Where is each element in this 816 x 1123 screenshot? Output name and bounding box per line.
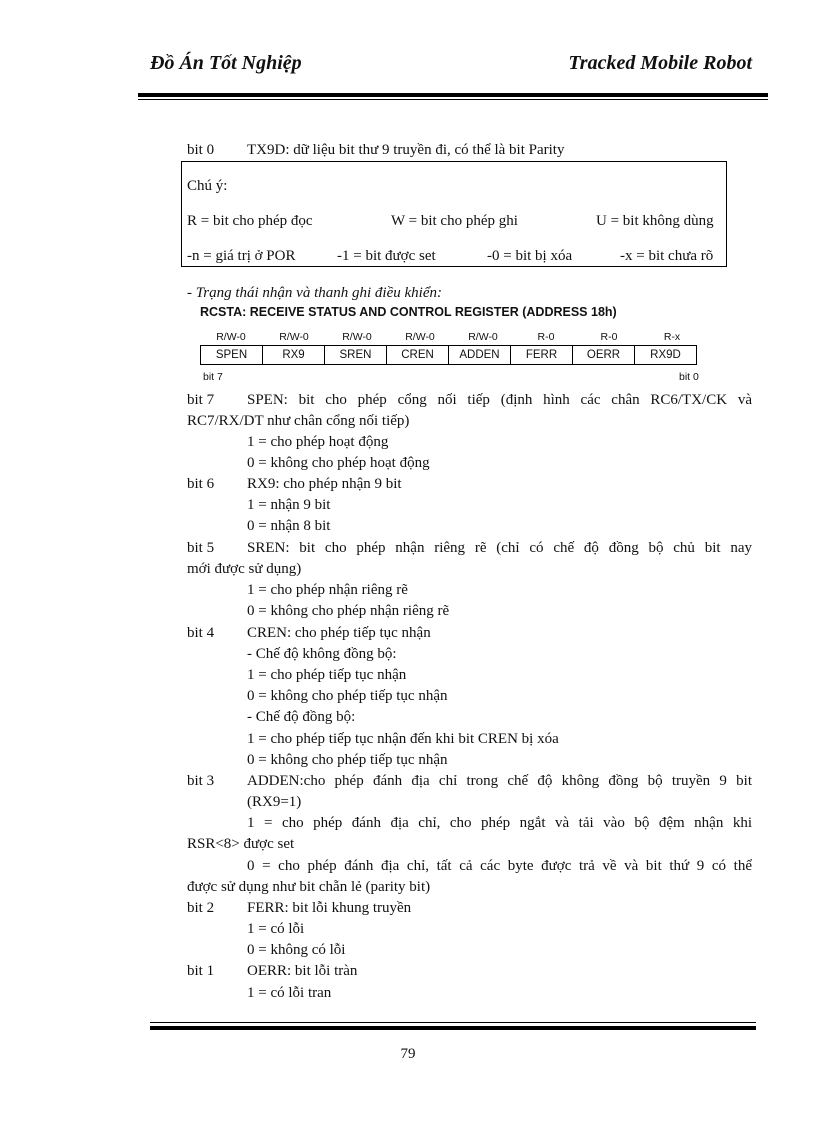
bit7-option-0: 0 = không cho phép hoạt động	[247, 455, 430, 471]
bit2-option-0: 0 = không có lỗi	[247, 942, 346, 958]
bit4-label: bit 4	[187, 625, 215, 641]
bit0-label: bit 0	[187, 142, 215, 158]
bit2-option-1: 1 = có lỗi	[247, 921, 305, 937]
bit6-option-1: 1 = nhận 9 bit	[247, 497, 331, 513]
register-cell-rx9d: RX9D	[635, 346, 697, 365]
register-title: RCSTA: RECEIVE STATUS AND CONTROL REGISTER (ADDRESS 18h)	[200, 305, 617, 319]
bit4-sync-option-0: 0 = không cho phép tiếp tục nhận	[247, 752, 448, 768]
bit5-desc-line2: mới được sử dụng)	[187, 561, 302, 577]
bit2-label: bit 2	[187, 900, 215, 916]
bit2-desc: FERR: bit lỗi khung truyền	[247, 900, 412, 916]
footer-rule-thin	[150, 1022, 756, 1023]
bit6-label: bit 6	[187, 476, 215, 492]
register-cell-sren: SREN	[325, 346, 387, 365]
register-access-bit0: R-x	[663, 331, 681, 343]
register-msb-label: bit 7	[203, 371, 223, 383]
legend-set: -1 = bit được set	[337, 248, 436, 264]
section-title: - Trạng thái nhận và thanh ghi điều khiển:	[187, 285, 442, 301]
bit5-label: bit 5	[187, 540, 215, 556]
register-bit-row	[201, 346, 697, 365]
register-cell-ferr: FERR	[511, 346, 573, 365]
bit3-desc-line2: (RX9=1)	[247, 794, 302, 810]
legend-title: Chú ý:	[187, 178, 228, 194]
register-cell-oerr: OERR	[573, 346, 635, 365]
register-access-bit6: R/W-0	[279, 331, 309, 343]
register-cell-adden: ADDEN	[449, 346, 511, 365]
register-access-bit1: R-0	[600, 331, 618, 343]
legend-unknown: -x = bit chưa rõ	[620, 248, 714, 264]
bit7-desc-line1: SPEN: bit cho phép cổng nối tiếp (định hình các chân RC6/TX/CK và	[247, 392, 752, 408]
bit3-label: bit 3	[187, 773, 215, 789]
register-cell-rx9: RX9	[263, 346, 325, 365]
bit4-async-option-0: 0 = không cho phép tiếp tục nhận	[247, 688, 448, 704]
register-cell-spen: SPEN	[201, 346, 263, 365]
bit7-desc-line2: RC7/RX/DT như chân cổng nối tiếp)	[187, 413, 410, 429]
bit1-option-1: 1 = có lỗi tran	[247, 985, 332, 1001]
header-rule-thick	[138, 93, 768, 97]
bit5-option-1: 1 = cho phép nhận riêng rẽ	[247, 582, 408, 598]
legend-u: U = bit không dùng	[596, 213, 714, 229]
bit7-label: bit 7	[187, 392, 215, 408]
header-left-title: Đồ Án Tốt Nghiệp	[150, 52, 302, 74]
bit4-async-heading: - Chế độ không đồng bộ:	[247, 646, 397, 662]
page-number: 79	[400, 1046, 416, 1062]
legend-n: -n = giá trị ở POR	[187, 248, 296, 264]
bit1-desc: OERR: bit lỗi tràn	[247, 963, 358, 979]
bit3-option-1-line2: RSR<8> được set	[187, 836, 295, 852]
bit3-option-1-line1: 1 = cho phép đánh địa chỉ, cho phép ngắt và tải vào bộ đệm nhận khi	[247, 815, 752, 831]
bit6-desc: RX9: cho phép nhận 9 bit	[247, 476, 402, 492]
bit1-label: bit 1	[187, 963, 215, 979]
bit5-desc-line1: SREN: bit cho phép nhận riêng rẽ (chỉ có chế độ đồng bộ chủ bit nay	[247, 540, 752, 556]
legend-r: R = bit cho phép đọc	[187, 213, 313, 229]
bit4-desc: CREN: cho phép tiếp tục nhận	[247, 625, 431, 641]
bit3-desc-line1: ADDEN:cho phép đánh địa chỉ trong chế độ không đồng bộ truyền 9 bit	[247, 773, 752, 789]
register-access-bit2: R-0	[537, 331, 555, 343]
bit4-sync-heading: - Chế độ đồng bộ:	[247, 709, 356, 725]
footer-rule-thick	[150, 1026, 756, 1030]
legend-clear: -0 = bit bị xóa	[487, 248, 573, 264]
bit3-option-0-line1: 0 = cho phép đánh địa chỉ, tất cả các byte được trả về và bit thứ 9 có thể	[247, 858, 752, 874]
header-rule-thin	[138, 99, 768, 100]
bit6-option-0: 0 = nhận 8 bit	[247, 518, 331, 534]
legend-w: W = bit cho phép ghi	[391, 213, 518, 229]
register-access-bit5: R/W-0	[342, 331, 372, 343]
register-lsb-label: bit 0	[679, 371, 699, 383]
bit3-option-0-line2: được sử dụng như bit chẵn lẻ (parity bit)	[187, 879, 431, 895]
bit0-text: TX9D: dữ liệu bit thư 9 truyền đi, có thể là bit Parity	[247, 142, 565, 158]
bit4-async-option-1: 1 = cho phép tiếp tục nhận	[247, 667, 407, 683]
register-bit-table	[200, 345, 697, 365]
bit5-option-0: 0 = không cho phép nhận riêng rẽ	[247, 603, 450, 619]
register-access-bit3: R/W-0	[468, 331, 498, 343]
register-access-bit4: R/W-0	[405, 331, 435, 343]
register-access-bit7: R/W-0	[216, 331, 246, 343]
bit4-sync-option-1: 1 = cho phép tiếp tục nhận đến khi bit CREN bị xóa	[247, 731, 559, 747]
register-cell-cren: CREN	[387, 346, 449, 365]
header-right-title: Tracked Mobile Robot	[568, 52, 752, 74]
bit7-option-1: 1 = cho phép hoạt động	[247, 434, 389, 450]
